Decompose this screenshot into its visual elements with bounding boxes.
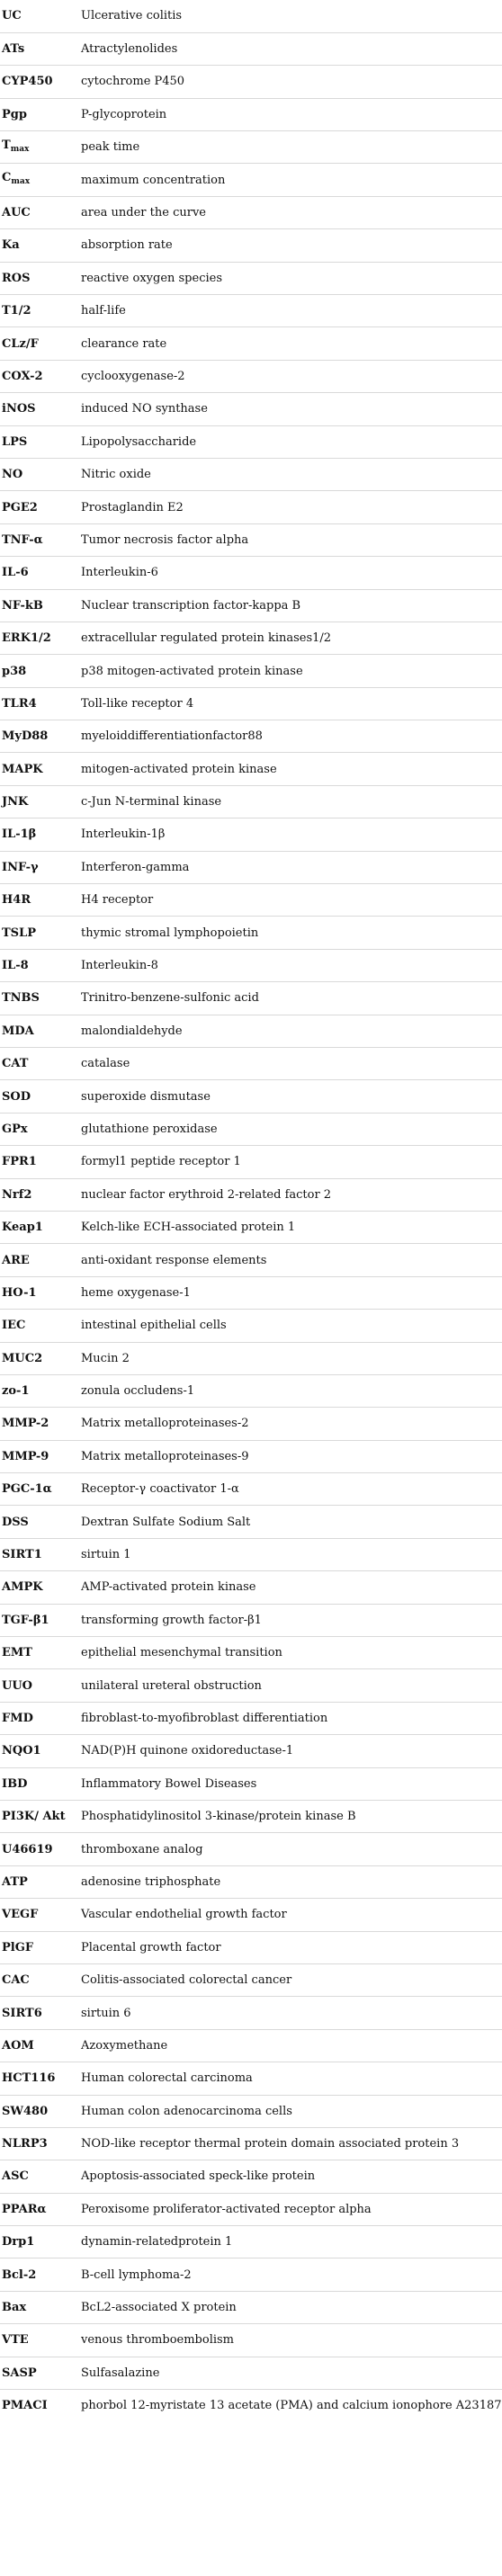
abbreviation-term-text: Bax (2, 2301, 27, 2315)
abbreviation-definition: half-life (79, 295, 502, 327)
abbreviation-definition: Interleukin-6 (79, 557, 502, 589)
abbreviation-term (0, 32, 79, 65)
abbreviation-term-text: LPS (2, 434, 28, 449)
abbreviation-term-text: CAC (2, 1973, 30, 1988)
table-row (0, 262, 502, 294)
abbreviation-term-text: EMT (2, 1646, 32, 1660)
table-row (0, 1276, 502, 1309)
table-row (0, 1800, 502, 1832)
table-row (0, 917, 502, 949)
abbreviation-term-text: ROS (2, 271, 31, 285)
abbreviation-definition: Trinitro-benzene-sulfonic acid (79, 982, 502, 1015)
table-row (0, 818, 502, 851)
abbreviation-term-text: PGE2 (2, 500, 38, 514)
table-row (0, 949, 502, 981)
abbreviation-term-text: INF-γ (2, 860, 39, 874)
table-row (0, 1963, 502, 1996)
abbreviation-definition: Matrix metalloproteinases-2 (79, 1408, 502, 1440)
abbreviation-definition: sirtuin 1 (79, 1538, 502, 1570)
abbreviation-term (0, 1146, 79, 1178)
abbreviation-term (0, 1997, 79, 2029)
abbreviation-term (0, 196, 79, 228)
table-row (0, 1637, 502, 1669)
abbreviation-definition: Matrix metalloproteinases-9 (79, 1440, 502, 1472)
abbreviation-term-text: IBD (2, 1776, 28, 1791)
abbreviation-term (0, 687, 79, 720)
abbreviation-term-text: HCT116 (2, 2071, 56, 2086)
abbreviation-term-text: MDA (2, 1024, 34, 1038)
abbreviation-definition: unilateral ureteral obstruction (79, 1669, 502, 1702)
table-row (0, 1931, 502, 1963)
abbreviation-term (0, 1374, 79, 1407)
abbreviation-term-text: SIRT1 (2, 1548, 42, 1562)
abbreviation-term (0, 851, 79, 883)
abbreviation-term-text: NQO1 (2, 1744, 41, 1758)
abbreviation-term-text: PGC-1α (2, 1482, 52, 1497)
abbreviation-definition: B-cell lymphoma-2 (79, 2258, 502, 2291)
abbreviation-term-text: UUO (2, 1678, 32, 1693)
table-row (0, 2390, 502, 2422)
table-row (0, 360, 502, 392)
abbreviation-definition: area under the curve (79, 196, 502, 228)
abbreviation-term (0, 1276, 79, 1309)
abbreviation-term-text: JNK (2, 795, 29, 809)
table-row (0, 2029, 502, 2062)
abbreviation-definition: Azoxymethane (79, 2029, 502, 2062)
abbreviation-definition: maximum concentration (79, 164, 502, 196)
abbreviation-term (0, 1440, 79, 1472)
abbreviation-definition: reactive oxygen species (79, 262, 502, 294)
table-row (0, 884, 502, 917)
abbreviation-term-text: AMPK (2, 1580, 43, 1595)
abbreviation-term (0, 393, 79, 425)
abbreviation-term-text: TGF-β1 (2, 1613, 49, 1627)
abbreviation-definition: induced NO synthase (79, 393, 502, 425)
abbreviation-definition: Nuclear transcription factor-kappa B (79, 589, 502, 622)
abbreviation-term (0, 753, 79, 785)
table-row (0, 1048, 502, 1080)
abbreviation-term-text: Bcl-2 (2, 2267, 37, 2282)
abbreviation-term-text: ASC (2, 2169, 29, 2184)
abbreviation-term (0, 720, 79, 753)
abbreviation-definition: glutathione peroxidase (79, 1113, 502, 1145)
table-row (0, 1342, 502, 1374)
table-row (0, 1669, 502, 1702)
table-row (0, 1767, 502, 1800)
abbreviation-term-text: PPARα (2, 2202, 47, 2216)
table-row (0, 164, 502, 196)
abbreviation-term-text: MUC2 (2, 1351, 43, 1365)
abbreviation-term-text: U46619 (2, 1842, 53, 1856)
table-row (0, 295, 502, 327)
abbreviation-term-text: ATP (2, 1874, 28, 1889)
table-row (0, 1735, 502, 1767)
abbreviation-term (0, 982, 79, 1015)
abbreviation-definition: dynamin-relatedprotein 1 (79, 2226, 502, 2258)
abbreviation-definition: zonula occludens-1 (79, 1374, 502, 1407)
abbreviation-term (0, 66, 79, 98)
table-row (0, 1015, 502, 1047)
table-row (0, 655, 502, 687)
abbreviation-term (0, 2127, 79, 2160)
table-row (0, 1571, 502, 1604)
table-row (0, 2226, 502, 2258)
abbreviation-term-text: iNOS (2, 402, 36, 416)
abbreviation-definition: thymic stromal lymphopoietin (79, 917, 502, 949)
abbreviation-term (0, 164, 79, 196)
table-row (0, 2357, 502, 2389)
table-row (0, 622, 502, 654)
table-row (0, 1899, 502, 1931)
table-row (0, 327, 502, 360)
abbreviation-term (0, 1310, 79, 1342)
abbreviation-term (0, 491, 79, 523)
abbreviation-term (0, 2193, 79, 2225)
abbreviation-term (0, 1833, 79, 1865)
abbreviation-definition: p38 mitogen-activated protein kinase (79, 655, 502, 687)
abbreviation-term (0, 1571, 79, 1604)
abbreviation-term-text: Keap1 (2, 1221, 43, 1235)
abbreviation-term-text: COX-2 (2, 369, 43, 383)
abbreviation-definition: formyl1 peptide receptor 1 (79, 1146, 502, 1178)
abbreviation-term (0, 589, 79, 622)
abbreviation-term-text: TSLP (2, 926, 36, 940)
abbreviation-term-text: H4R (2, 893, 31, 908)
abbreviation-definition: intestinal epithelial cells (79, 1310, 502, 1342)
abbreviation-definition: H4 receptor (79, 884, 502, 917)
abbreviation-definition: Receptor-γ coactivator 1-α (79, 1473, 502, 1506)
abbreviation-term (0, 458, 79, 490)
table-row (0, 98, 502, 130)
table-row (0, 687, 502, 720)
abbreviation-term-text: T (2, 138, 11, 152)
abbreviation-term (0, 2291, 79, 2323)
abbreviation-term-text: C (2, 171, 12, 185)
abbreviation-term (0, 949, 79, 981)
abbreviation-term (0, 1211, 79, 1243)
abbreviation-term (0, 1735, 79, 1767)
abbreviation-definition: Mucin 2 (79, 1342, 502, 1374)
abbreviation-term (0, 425, 79, 458)
abbreviation-definition: BcL2-associated X protein (79, 2291, 502, 2323)
abbreviation-term (0, 2160, 79, 2193)
abbreviation-definition: epithelial mesenchymal transition (79, 1637, 502, 1669)
abbreviation-term-text: Drp1 (2, 2235, 35, 2250)
abbreviation-term-text: SOD (2, 1089, 31, 1104)
abbreviation-term-text: ARE (2, 1253, 30, 1267)
abbreviation-definition: nuclear factor erythroid 2-related factor 2 (79, 1178, 502, 1211)
table-row (0, 1604, 502, 1636)
abbreviation-definition: Colitis-associated colorectal cancer (79, 1963, 502, 1996)
abbreviation-term (0, 1538, 79, 1570)
abbreviation-term (0, 785, 79, 818)
abbreviation-definition: cyclooxygenase-2 (79, 360, 502, 392)
abbreviation-term-text: p38 (2, 664, 27, 678)
abbreviation-definition: mitogen-activated protein kinase (79, 753, 502, 785)
abbreviation-definition: Apoptosis-associated speck-like protein (79, 2160, 502, 2193)
abbreviation-term (0, 1669, 79, 1702)
abbreviation-definition: superoxide dismutase (79, 1080, 502, 1113)
abbreviation-term (0, 917, 79, 949)
abbreviation-definition: Human colon adenocarcinoma cells (79, 2095, 502, 2127)
table-row (0, 1506, 502, 1538)
abbreviation-term-text: AUC (2, 206, 31, 220)
table-row (0, 1244, 502, 1276)
abbreviation-definition: phorbol 12-myristate 13 acetate (PMA) and calcium ionophore A23187 (79, 2390, 502, 2422)
abbreviation-term (0, 1178, 79, 1211)
abbreviation-definition: peak time (79, 131, 502, 164)
abbreviation-definition: anti-oxidant response elements (79, 1244, 502, 1276)
table-row (0, 196, 502, 228)
abbreviation-definition: thromboxane analog (79, 1833, 502, 1865)
table-row (0, 1538, 502, 1570)
abbreviation-definition: myeloiddifferentiationfactor88 (79, 720, 502, 753)
table-row (0, 1473, 502, 1506)
abbreviation-term (0, 360, 79, 392)
abbreviation-term (0, 818, 79, 851)
table-row (0, 2062, 502, 2095)
table-row (0, 2127, 502, 2160)
abbreviation-term (0, 98, 79, 130)
abbreviation-definition: malondialdehyde (79, 1015, 502, 1047)
abbreviation-term-text: IEC (2, 1319, 26, 1333)
abbreviation-term-subscript: max (11, 177, 31, 187)
abbreviation-term (0, 2357, 79, 2389)
abbreviation-term-text: ERK1/2 (2, 631, 51, 646)
table-row (0, 0, 502, 32)
table-row (0, 393, 502, 425)
abbreviation-term (0, 1080, 79, 1113)
abbreviation-term (0, 327, 79, 360)
abbreviation-term (0, 557, 79, 589)
abbreviation-term-text: AOM (2, 2038, 34, 2053)
abbreviation-term (0, 1506, 79, 1538)
abbreviation-term-text: HO-1 (2, 1285, 37, 1300)
abbreviation-definition: Nitric oxide (79, 458, 502, 490)
abbreviation-term-text: TLR4 (2, 696, 37, 711)
abbreviation-term (0, 2258, 79, 2291)
abbreviation-term-text: Pgp (2, 107, 27, 121)
abbreviation-definition: Kelch-like ECH-associated protein 1 (79, 1211, 502, 1243)
abbreviation-term (0, 2324, 79, 2357)
abbreviation-term-text: FMD (2, 1712, 33, 1725)
abbreviation-definition: Sulfasalazine (79, 2357, 502, 2389)
abbreviation-term (0, 1963, 79, 1996)
table-row (0, 491, 502, 523)
abbreviation-term (0, 2095, 79, 2127)
abbreviation-term (0, 1702, 79, 1734)
abbreviation-definition: clearance rate (79, 327, 502, 360)
abbreviation-definition: Atractylenolides (79, 32, 502, 65)
abbreviation-term (0, 1767, 79, 1800)
table-row (0, 1374, 502, 1407)
abbreviation-definition: c-Jun N-terminal kinase (79, 785, 502, 818)
abbreviation-definition: fibroblast-to-myofibroblast differentiation (79, 1702, 502, 1734)
abbreviation-term (0, 2029, 79, 2062)
abbreviation-term (0, 655, 79, 687)
table-row (0, 1080, 502, 1113)
abbreviation-term (0, 0, 79, 32)
abbreviation-definition: Placental growth factor (79, 1931, 502, 1963)
abbreviation-definition: Interferon-gamma (79, 851, 502, 883)
table-row (0, 851, 502, 883)
abbreviation-term-text: CAT (2, 1057, 29, 1071)
table-row (0, 425, 502, 458)
abbreviation-definition: Tumor necrosis factor alpha (79, 523, 502, 556)
abbreviation-definition: transforming growth factor-β1 (79, 1604, 502, 1636)
abbreviation-definition: Peroxisome proliferator-activated receptor alpha (79, 2193, 502, 2225)
abbreviation-term (0, 523, 79, 556)
abbreviation-definition: cytochrome P450 (79, 66, 502, 98)
abbreviation-term-text: PI3K/ Akt (2, 1810, 66, 1824)
table-row (0, 32, 502, 65)
abbreviation-term (0, 1800, 79, 1832)
abbreviation-term-text: zo-1 (2, 1384, 30, 1399)
table-row (0, 1440, 502, 1472)
abbreviation-term-text: PMACI (2, 2399, 48, 2413)
abbreviation-definition: Ulcerative colitis (81, 9, 183, 23)
table-row (0, 1146, 502, 1178)
abbreviation-term-text: FPR1 (2, 1155, 37, 1169)
abbreviation-term-text: NO (2, 468, 23, 482)
abbreviation-term-text: IL-6 (2, 566, 29, 580)
table-row (0, 557, 502, 589)
abbreviation-definition: Dextran Sulfate Sodium Salt (79, 1506, 502, 1538)
abbreviation-definition: absorption rate (79, 229, 502, 262)
abbreviation-term (0, 1408, 79, 1440)
abbreviation-definition: Human colorectal carcinoma (79, 2062, 502, 2095)
abbreviation-term (0, 2390, 79, 2422)
table-row (0, 1408, 502, 1440)
abbreviation-term (0, 1473, 79, 1506)
table-row (0, 1178, 502, 1211)
abbreviation-term-subscript: max (10, 144, 30, 154)
abbreviation-term-text: IL-8 (2, 959, 29, 973)
abbreviation-term-text: CYP450 (2, 75, 53, 89)
abbreviation-term-text: MAPK (2, 762, 43, 776)
table-row (0, 131, 502, 164)
abbreviation-definition: Inflammatory Bowel Diseases (79, 1767, 502, 1800)
abbreviation-term (0, 1604, 79, 1636)
table-row (0, 589, 502, 622)
table-row (0, 1833, 502, 1865)
abbreviation-term (0, 1342, 79, 1374)
abbreviation-term (0, 2226, 79, 2258)
abbreviation-term (0, 1244, 79, 1276)
abbreviation-term-text: SIRT6 (2, 2006, 42, 2020)
table-row (0, 2324, 502, 2357)
table-row (0, 2095, 502, 2127)
abbreviation-definition: venous thromboembolism (79, 2324, 502, 2357)
table-row (0, 458, 502, 490)
table-row (0, 523, 502, 556)
abbreviation-term-text: VTE (2, 2333, 29, 2348)
abbreviation-definition: Interleukin-1β (79, 818, 502, 851)
abbreviation-term (0, 622, 79, 654)
abbreviation-term-text: TNBS (2, 991, 40, 1006)
abbreviation-definition: Lipopolysaccharide (79, 425, 502, 458)
abbreviation-term-text: PlGF (2, 1940, 34, 1954)
table-row (0, 1865, 502, 1898)
abbreviation-term (0, 262, 79, 294)
abbreviation-term-text: ATs (2, 42, 25, 57)
abbreviation-term-text: SW480 (2, 2104, 49, 2118)
abbreviation-term-text: MyD88 (2, 729, 49, 744)
abbreviation-definition: catalase (79, 1048, 502, 1080)
abbreviation-definition: P-glycoprotein (79, 98, 502, 130)
abbreviation-term (0, 295, 79, 327)
abbreviation-term (0, 1899, 79, 1931)
abbreviation-term (0, 1048, 79, 1080)
abbreviation-definition: extracellular regulated protein kinases1/2 (79, 622, 502, 654)
abbreviation-term-text: SASP (2, 2366, 37, 2380)
table-row (0, 2258, 502, 2291)
abbreviation-term (0, 1637, 79, 1669)
abbreviation-definition: Toll-like receptor 4 (79, 687, 502, 720)
table-row (0, 785, 502, 818)
abbreviation-term-text: UC (2, 9, 22, 23)
table-row (0, 1702, 502, 1734)
table-row (0, 2160, 502, 2193)
table-row (0, 1997, 502, 2029)
table-row (0, 1310, 502, 1342)
abbreviation-term-text: MMP-2 (2, 1417, 49, 1431)
abbreviation-term (0, 1931, 79, 1963)
abbreviation-definition: adenosine triphosphate (79, 1865, 502, 1898)
abbreviation-term-text: VEGF (2, 1908, 39, 1922)
abbreviation-term-text: TNF-α (2, 532, 43, 547)
table-row (0, 1211, 502, 1243)
abbreviation-term (0, 229, 79, 262)
abbreviation-definition: sirtuin 6 (79, 1997, 502, 2029)
table-row (0, 229, 502, 262)
table-row (0, 2291, 502, 2323)
abbreviation-definition: heme oxygenase-1 (79, 1276, 502, 1309)
abbreviation-term-text: T1/2 (2, 304, 31, 318)
abbreviation-term (0, 1015, 79, 1047)
abbreviation-term-text: NF-kB (2, 598, 43, 613)
abbreviation-definition: Interleukin-8 (79, 949, 502, 981)
table-row (0, 1113, 502, 1145)
abbreviation-term (0, 1113, 79, 1145)
abbreviation-term-text: CLz/F (2, 336, 39, 351)
table-row (0, 982, 502, 1015)
abbreviation-term-text: NLRP3 (2, 2137, 48, 2151)
abbreviation-term-text: Nrf2 (2, 1187, 32, 1202)
table-row (0, 720, 502, 753)
abbreviation-definition: Prostaglandin E2 (79, 491, 502, 523)
abbreviation-term (0, 884, 79, 917)
abbreviation-term-text: IL-1β (2, 827, 37, 842)
abbreviation-definition: Phosphatidylinositol 3-kinase/protein kinase B (79, 1800, 502, 1832)
abbreviation-term-text: DSS (2, 1515, 29, 1529)
abbreviation-definition: AMP-activated protein kinase (79, 1571, 502, 1604)
abbreviation-term-text: Ka (2, 238, 20, 253)
table-row (0, 2193, 502, 2225)
abbreviation-term (0, 131, 79, 164)
abbreviation-term-text: MMP-9 (2, 1449, 49, 1463)
abbreviation-definition: Vascular endothelial growth factor (79, 1899, 502, 1931)
abbreviation-term (0, 1865, 79, 1898)
table-row (0, 753, 502, 785)
table-row (0, 66, 502, 98)
abbreviation-term (0, 2062, 79, 2095)
abbreviation-definition: NAD(P)H quinone oxidoreductase-1 (79, 1735, 502, 1767)
abbreviation-definition: NOD-like receptor thermal protein domain associated protein 3 (79, 2127, 502, 2160)
abbreviation-term-text: GPx (2, 1122, 28, 1136)
